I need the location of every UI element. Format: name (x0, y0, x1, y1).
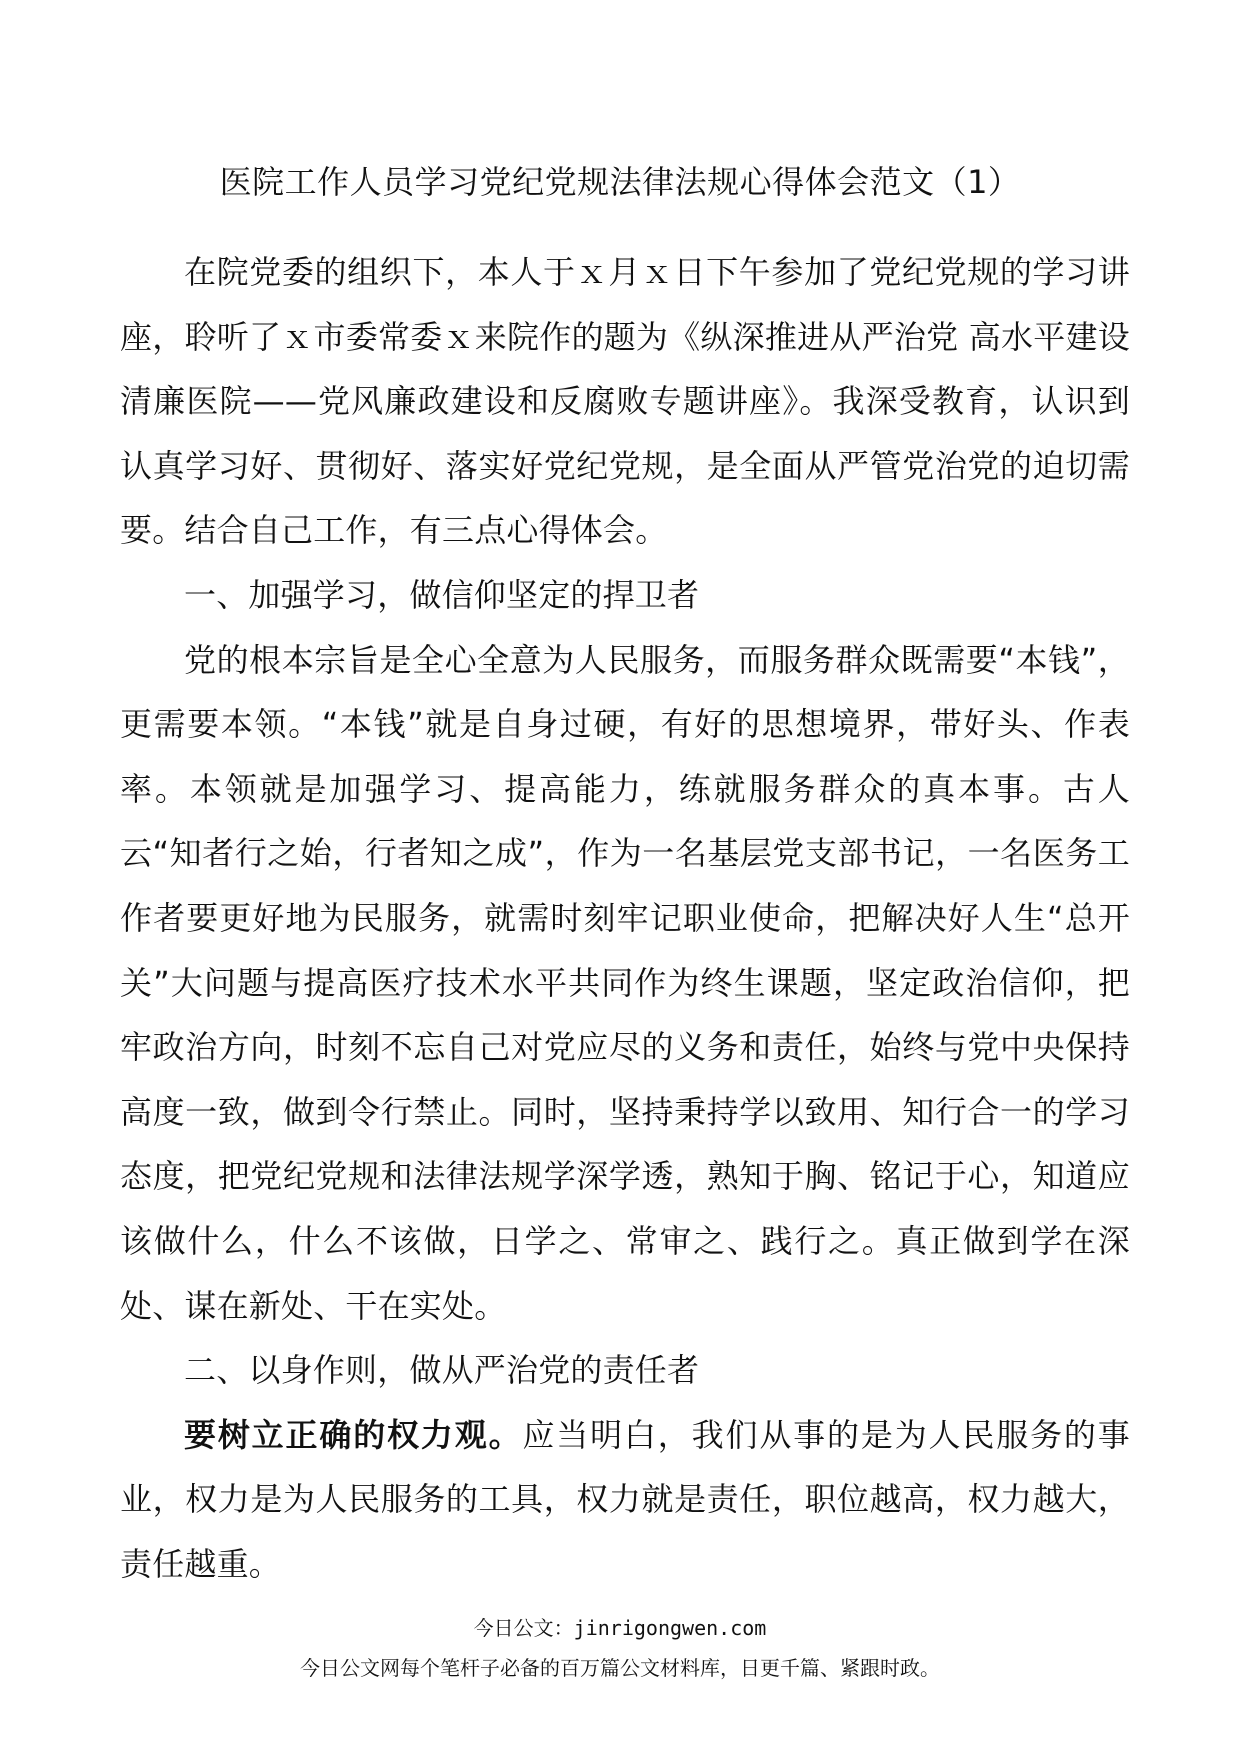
footer-url-link[interactable]: jinrigongwen.com (573, 1616, 767, 1640)
paragraph-intro: 在院党委的组织下，本人于ｘ月ｘ日下午参加了党纪党规的学习讲座，聆听了ｘ市委常委ｘ来院作的题为《纵深推进从严治党 高水平建设清廉医院——党风廉政建设和反腐败专题讲座》。我深受教育，认识到认真学习好、贯彻好、落实好党纪党规，是全面从严管党治党的迫切需要。结合自己工作，有三点心得体会。 (120, 253, 1130, 550)
paragraph-section-1: 党的根本宗旨是全心全意为人民服务，而服务群众既需要“本钱”，更需要本领。“本钱”就是自身过硬，有好的思想境界，带好头、作表率。本领就是加强学习、提高能力，练就服务群众的真本事。古人云“知者行之始，行者知之成”，作为一名基层党支部书记，一名医务工作者要更好地为民服务，就需时刻牢记职业使命，把解决好人生“总开关”大问题与提高医疗技术水平共同作为终生课题，坚定政治信仰，把牢政治方向，时刻不忘自己对党应尽的义务和责任，始终与党中央保持高度一致，做到令行禁止。同时，坚持秉持学以致用、知行合一的学习态度，把党纪党规和法律法规学深学透，熟知于胸、铭记于心，知道应该做什么，什么不该做，日学之、常审之、践行之。真正做到学在深处、谋在新处、干在实处。 (120, 640, 1130, 1325)
section-heading-2: 二、以身作则，做从严治党的责任者 (184, 1351, 700, 1390)
footer-slogan: 今日公文网每个笔杆子必备的百万篇公文材料库，日更千篇、紧跟时政。 (300, 1656, 940, 1680)
footer-source (0, 1612, 1240, 1641)
paragraph-section-2 (120, 1403, 1130, 1597)
section-heading-1: 一、加强学习，做信仰坚定的捍卫者 (184, 575, 700, 614)
paragraph-section-2-text: 应当明白，我们从事的是为人民服务的事业，权力是为人民服务的工具，权力就是责任，职位越高，权力越大，责任越重。 (120, 1415, 1130, 1583)
paragraph-section-2-lead: 要树立正确的权力观。 (184, 1415, 523, 1454)
footer-label: 今日公文： (473, 1616, 574, 1640)
document-title: 医院工作人员学习党纪党规法律法规心得体会范文（1） (219, 163, 1021, 201)
document-body (120, 240, 1130, 1596)
